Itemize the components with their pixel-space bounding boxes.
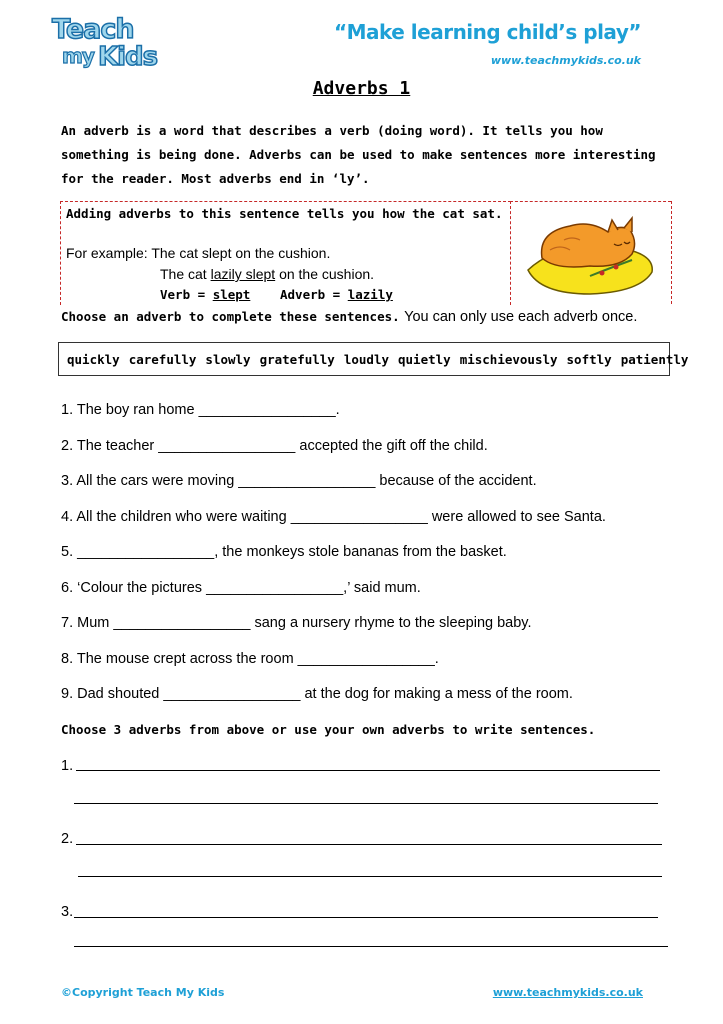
adverb-label: Adverb = (280, 287, 348, 302)
question-7: 7. Mum _________________ sang a nursery rhyme to the sleeping baby. (61, 615, 532, 631)
question-2: 2. The teacher _________________ accepted the gift off the child. (61, 438, 488, 454)
writing-task-instruction: Choose 3 adverbs from above or use your own adverbs to write sentences. (61, 722, 596, 737)
teach-my-kids-logo (52, 14, 164, 74)
question-6: 6. ‘Colour the pictures _________________,’ said mum. (61, 580, 421, 596)
word-bank-item: quickly (67, 351, 120, 367)
question-8: 8. The mouse crept across the room _________________. (61, 651, 439, 667)
question-3: 3. All the cars were moving _________________ because of the accident. (61, 473, 537, 489)
verb-label-line (160, 287, 250, 302)
writing-line[interactable] (74, 917, 658, 918)
writing-number-1: 1. (61, 758, 74, 774)
adverb-label-line (280, 287, 393, 302)
example-heading: Adding adverbs to this sentence tells you how the cat sat. (66, 206, 503, 221)
word-bank-item: quietly (398, 351, 451, 367)
intro-paragraph: An adverb is a word that describes a verb (doing word). It tells you how something is being done. Adverbs can be used to make sentences more interesting for the reader. Most adverbs end in ‘ly’. (61, 123, 656, 186)
question-1: 1. The boy ran home _________________. (61, 402, 340, 418)
logo-kids-text: Kids (98, 42, 158, 72)
question-9: 9. Dad shouted _________________ at the dog for making a mess of the room. (61, 686, 573, 702)
footer-copyright: ©Copyright Teach My Kids (61, 986, 225, 999)
writing-line[interactable] (76, 770, 660, 771)
example-sentence-adverb (160, 266, 374, 282)
question-5: 5. _________________, the monkeys stole bananas from the basket. (61, 544, 507, 560)
page-title: Adverbs 1 (312, 78, 411, 99)
question-4: 4. All the children who were waiting _________________ were allowed to see Santa. (61, 509, 606, 525)
instruction-bold: Choose an adverb to complete these sentences. (61, 309, 400, 324)
verb-value: slept (212, 287, 251, 302)
example-line2-underlined: lazily slept (210, 266, 276, 282)
tagline: “Make learning child’s play” (333, 20, 641, 44)
writing-line[interactable] (74, 803, 658, 804)
instruction-line (61, 309, 637, 325)
example-box-right-edge (671, 201, 672, 304)
word-bank-item: slowly (205, 351, 251, 367)
writing-line[interactable] (76, 844, 662, 845)
writing-number-2: 2. (61, 831, 74, 847)
example-line2-post: on the cushion. (275, 266, 375, 282)
adverb-value: lazily (347, 287, 393, 302)
example-sentence: For example: The cat slept on the cushion. (66, 245, 331, 261)
footer-website-link[interactable]: www.teachmykids.co.uk (492, 986, 643, 999)
word-bank-item: patiently (620, 351, 689, 367)
word-bank-item: gratefully (259, 351, 335, 367)
logo-my-text: my (62, 44, 94, 68)
word-bank-item: mischievously (459, 351, 558, 367)
instruction-normal: You can only use each adverb once. (404, 309, 638, 325)
writing-line[interactable] (74, 946, 668, 947)
writing-number-3: 3. (61, 904, 74, 920)
logo-teach-text: Teach (52, 14, 134, 45)
verb-label: Verb = (160, 287, 213, 302)
word-bank-item: softly (566, 351, 612, 367)
word-bank-item: loudly (343, 351, 389, 367)
header-website: www.teachmykids.co.uk (490, 54, 641, 67)
example-line2-pre: The cat (160, 266, 211, 282)
writing-line[interactable] (78, 876, 662, 877)
sleeping-cat-illustration (520, 210, 660, 298)
word-bank-item: carefully (128, 351, 197, 367)
word-bank (58, 342, 689, 376)
